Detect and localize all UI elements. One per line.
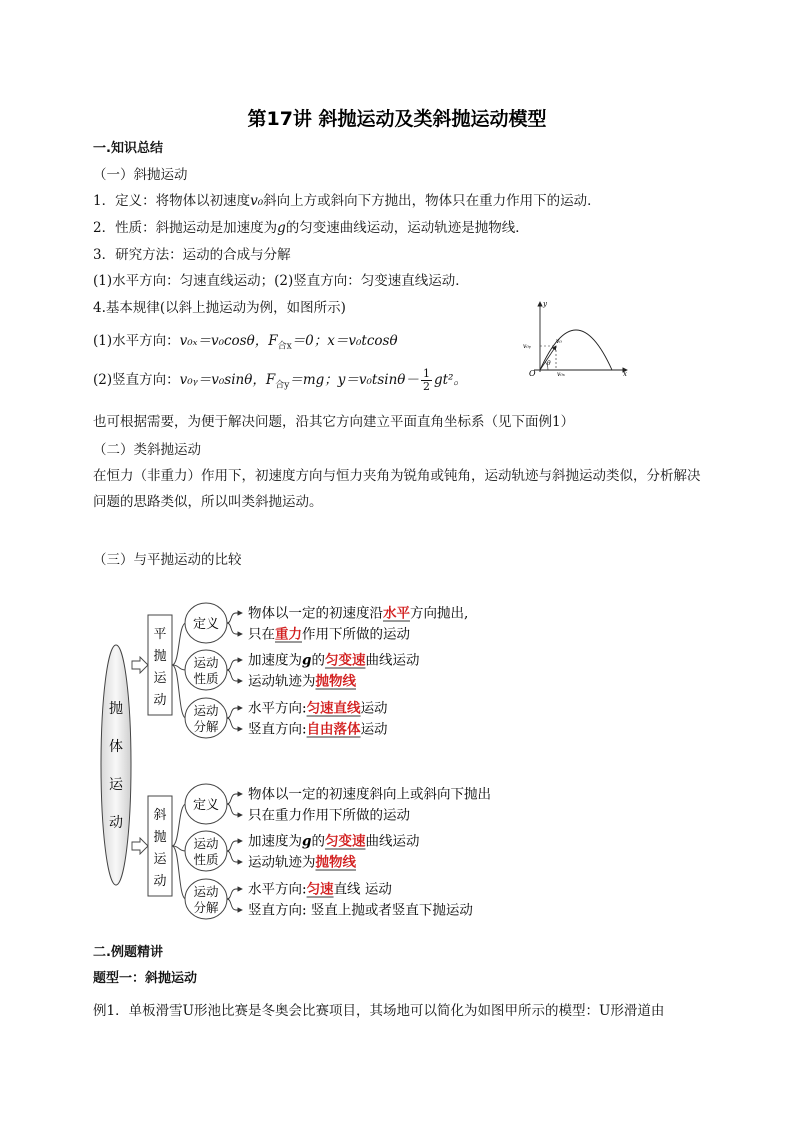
group-char: 运 [153,671,167,686]
vertical-eq-c: gt²。 [433,372,467,388]
g-variable: g [277,220,286,236]
horizontal-eq-sub: 合x [277,341,292,352]
item-text: 方向抛出, [410,605,469,622]
node-label: 分解 [193,719,219,734]
fraction-numerator: 1 [422,367,430,380]
item-arrow [227,794,242,804]
y-axis-label: y [543,300,547,308]
item-arrow [227,670,242,681]
item-text: 物体以一定的初速度斜向上或斜向下抛出 [248,786,491,803]
item-arrow [227,889,242,899]
node-label: 分解 [193,900,219,915]
root-char: 运 [109,777,123,793]
x-axis-label: x [623,370,627,378]
v0x-label: v₀ₓ [557,371,565,378]
definition-line [93,192,601,210]
vertical-eq-sub: 合y [275,380,290,391]
group-arrow [132,657,148,673]
decomposition-line: (1)水平方向：匀速直线运动；(2)竖直方向：匀变速直线运动． [93,273,469,289]
group-arrow [132,838,148,854]
highlight-keyword: 抛物线 [315,854,356,871]
node-label: 定义 [192,798,220,813]
item-arrow [227,804,242,815]
highlight-keyword: 匀变速 [324,652,366,669]
one-half-fraction [421,368,432,393]
definition-suffix: 斜向上方或斜向下方抛出，物体只在重力作用下的运动． [263,193,601,209]
trajectory-curve [540,330,612,370]
item-arrow [227,718,242,729]
page-title: 第17讲 斜抛运动及类斜抛运动模型 [247,108,547,130]
origin-label: O [529,369,536,378]
highlight-keyword: 匀速直线 [306,700,361,717]
quasi-oblique-paragraph: 在恒力（非重力）作用下，初速度方向与恒力夹角为锐角或钝角，运动轨迹与斜抛运动类似，分析解决问题的思路类似，所以叫类斜抛运动。 [93,468,701,510]
item-text: 运动轨迹为 [248,854,316,871]
vertical-formula [93,368,467,395]
vertical-eq-b: ＝mg；y＝v₀tsinθ－ [289,372,419,388]
node-label: 性质 [193,852,219,867]
item-arrow [227,899,242,910]
horizontal-formula [93,332,398,356]
highlight-keyword: 水平 [383,605,410,622]
subheading-comparison: （三）与平抛运动的比较 [93,552,242,568]
definition-prefix: 1．定义：将物体以初速度 [93,193,251,209]
item-arrow [227,613,242,623]
example-1-text: 例1．单板滑雪U形池比赛是冬奥会比赛项目，其场地可以简化为如图甲所示的模型：U形滑道由 [93,1003,665,1019]
projectile-figure [515,296,635,378]
item-text: 的 [311,833,325,850]
branch-line [172,846,186,899]
item-text: 加速度为 [248,833,302,850]
horizontal-eq-a: v₀ₓ＝v₀cosθ，F [179,333,278,349]
group-char: 抛 [153,830,167,845]
basic-law-line: 4.基本规律(以斜上抛运动为例，如图所示) [93,300,346,316]
v0-label: v₀ [556,338,562,345]
item-arrow [227,708,242,718]
item-text: 的 [311,652,325,669]
subheading-oblique-projectile: （一）斜抛运动 [93,167,188,183]
theta-label: θ [547,360,551,367]
root-char: 体 [109,739,123,755]
property-prefix: 2．性质：斜抛运动是加速度为 [93,220,278,236]
vertical-label: (2)竖直方向： [93,372,180,388]
root-char: 动 [109,815,123,831]
subheading-quasi-oblique: （二）类斜抛运动 [93,442,201,458]
item-text: 运动 [360,721,388,738]
section-heading-knowledge: 一.知识总结 [93,141,163,156]
item-text: 曲线运动 [365,833,420,850]
highlight-keyword: 自由落体 [306,721,361,738]
item-text: 物体以一定的初速度沿 [248,605,383,622]
group-char: 斜 [153,808,167,823]
highlight-keyword: 匀速 [306,881,334,898]
highlight-keyword: 重力 [275,626,302,643]
section-heading-examples: 二.例题精讲 [93,945,163,960]
item-arrow [227,623,242,634]
root-ellipse [101,645,131,885]
item-text: 加速度为 [248,652,302,669]
item-text: 水平方向: [248,881,307,898]
branch-line [172,623,186,665]
node-label: 性质 [193,671,219,686]
root-char: 抛 [109,701,123,717]
horizontal-label: (1)水平方向： [93,333,180,349]
item-arrow [227,851,242,862]
group-char: 动 [153,693,167,708]
item-text: 作用下所做的运动 [302,626,410,643]
method-line: 3．研究方法：运动的合成与分解 [93,247,291,263]
item-text: 只在重力作用下所做的运动 [248,807,410,824]
highlight-keyword: 匀变速 [324,833,366,850]
item-text: 水平方向: [248,700,307,717]
item-text: g [302,652,312,669]
horizontal-eq-b: ＝0；x＝v₀tcosθ [291,333,398,349]
item-text: 直线 运动 [333,881,392,898]
highlight-keyword: 抛物线 [315,673,356,690]
node-label: 运动 [193,655,219,670]
item-arrow [227,841,242,851]
coordinate-note: 也可根据需要，为便于解决问题，沿其它方向建立平面直角坐标系（见下面例1） [93,414,575,430]
item-text: 曲线运动 [365,652,420,669]
node-label: 运动 [193,884,219,899]
v0y-label: v₀ᵧ [523,343,532,350]
fraction-denominator: 2 [422,380,430,393]
item-text: 运动 [360,700,388,717]
vertical-eq-a: v₀ᵧ＝v₀sinθ，F [179,372,276,388]
group-char: 运 [153,852,167,867]
group-char: 平 [153,627,167,642]
branch-line [172,665,186,718]
item-text: 竖直方向: [248,721,307,738]
item-text: 只在 [248,626,275,643]
node-label: 运动 [193,836,219,851]
v0-variable: v₀ [250,193,264,209]
comparison-diagram [90,595,540,935]
item-text: 竖直方向: 竖直上抛或者竖直下抛运动 [248,902,473,919]
item-arrow [227,660,242,670]
item-text: g [302,833,312,850]
group-char: 抛 [153,649,167,664]
type-heading-oblique: 题型一：斜抛运动 [93,971,198,986]
property-suffix: 的匀变速曲线运动，运动轨迹是抛物线． [285,220,529,236]
property-line [93,219,529,237]
node-label: 运动 [193,703,219,718]
branch-line [172,804,186,846]
item-text: 运动轨迹为 [248,673,316,690]
group-char: 动 [153,874,167,889]
node-label: 定义 [192,617,220,632]
